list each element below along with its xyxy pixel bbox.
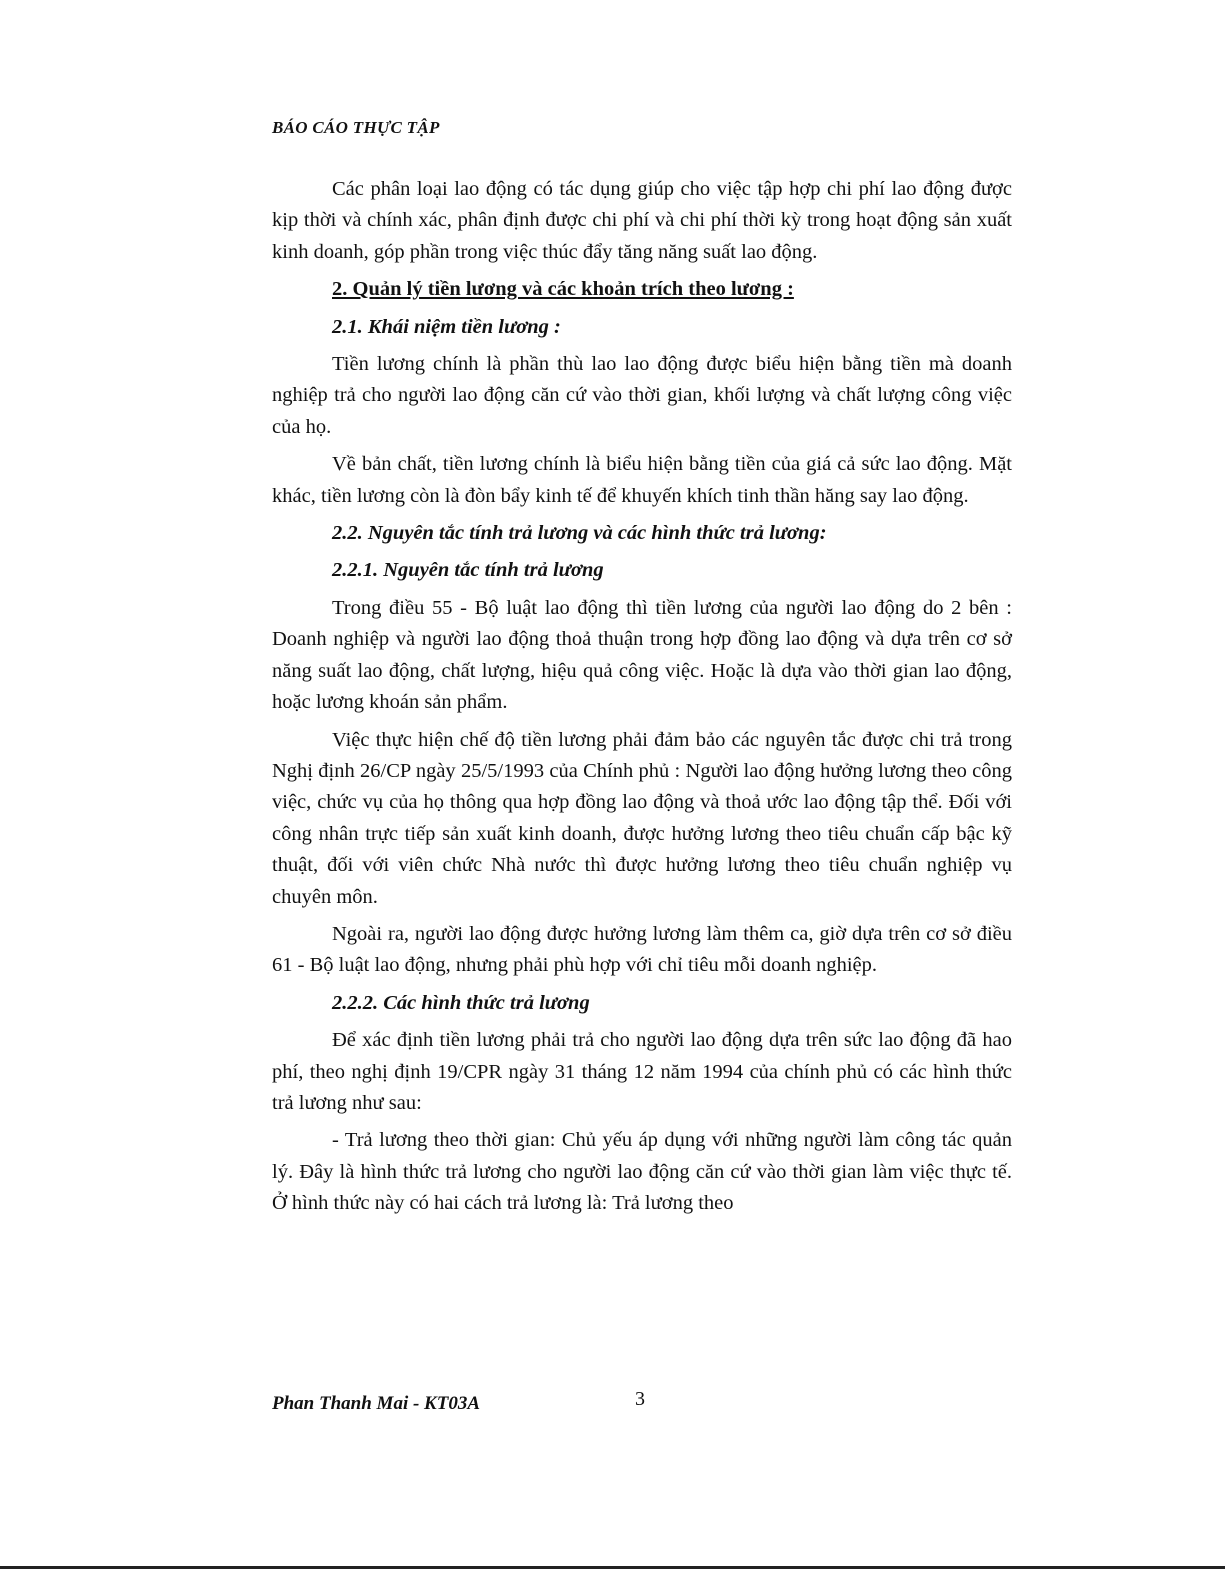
paragraph: Ngoài ra, người lao động được hưởng lương làm thêm ca, giờ dựa trên cơ sở điều 61 - Bộ luật lao động, nhưng phải phù hợp với chỉ tiêu mỗi doanh nghiệp.: [272, 922, 1012, 977]
subsection-heading: 2.2. Nguyên tắc tính trả lương và các hình thức trả lương:: [332, 522, 827, 545]
paragraph: Việc thực hiện chế độ tiền lương phải đảm bảo các nguyên tắc được chi trả trong Nghị định 26/CP ngày 25/5/1993 của Chính phủ : Người lao động hưởng lương theo công việc, chức vụ của họ thông qua hợp đồng lao động và thoả ước lao động tập thể. Đối với công nhân trực tiếp sản xuất kinh doanh, được hưởng lương theo tiêu chuẩn cấp bậc kỹ thuật, đối với viên chức Nhà nước thì được hưởng lương theo tiêu chuẩn nghiệp vụ chuyên môn.: [272, 728, 1012, 908]
subsubsection-heading: 2.2.1. Nguyên tắc tính trả lương: [332, 559, 604, 582]
paragraph: Tiền lương chính là phần thù lao lao động được biểu hiện bằng tiền mà doanh nghiệp trả cho người lao động căn cứ vào thời gian, khối lượng và chất lượng công việc của họ.: [272, 353, 1012, 438]
page-number: 3: [635, 1388, 645, 1410]
subsubsection-heading: 2.2.2. Các hình thức trả lương: [332, 991, 590, 1014]
subsection-heading: 2.1. Khái niệm tiền lương :: [332, 315, 561, 338]
paragraph: - Trả lương theo thời gian: Chủ yếu áp dụng với những người làm công tác quản lý. Đây là hình thức trả lương cho người lao động căn cứ vào thời gian làm việc thực tế. Ở hình thức này có hai cách trả lương là: Trả lương theo: [272, 1129, 1012, 1215]
section-heading-text: 2. Quản lý tiền lương và các khoản trích theo lương :: [332, 278, 794, 301]
paragraph: Các phân loại lao động có tác dụng giúp cho việc tập hợp chi phí lao động được kịp thời và chính xác, phân định được chi phí và chi phí thời kỳ trong hoạt động sản xuất kinh doanh, góp phần trong việc thúc đẩy tăng năng suất lao động.: [272, 178, 1012, 263]
footer-author: Phan Thanh Mai - KT03A: [272, 1393, 480, 1414]
section-heading: [272, 274, 1012, 305]
paragraph: Về bản chất, tiền lương chính là biểu hiện bằng tiền của giá cả sức lao động. Mặt khác, tiền lương còn là đòn bẩy kinh tế để khuyến khích tinh thần hăng say lao động.: [272, 453, 1012, 507]
paragraph: Để xác định tiền lương phải trả cho người lao động dựa trên sức lao động đã hao phí, theo nghị định 19/CPR ngày 31 tháng 12 năm 1994 của chính phủ có các hình thức trả lương như sau:: [272, 1029, 1012, 1114]
paragraph: Trong điều 55 - Bộ luật lao động thì tiền lương của người lao động do 2 bên : Doanh nghiệp và người lao động thoả thuận trong hợp đồng lao động và dựa trên cơ sở năng suất lao động, chất lượng, hiệu quả công việc. Hoặc là dựa vào thời gian lao động, hoặc lương khoán sản phẩm.: [272, 596, 1012, 714]
running-header: BÁO CÁO THỰC TẬP: [272, 118, 440, 137]
body-text: [272, 174, 1012, 1226]
page-bottom-rule: [0, 1566, 1225, 1569]
